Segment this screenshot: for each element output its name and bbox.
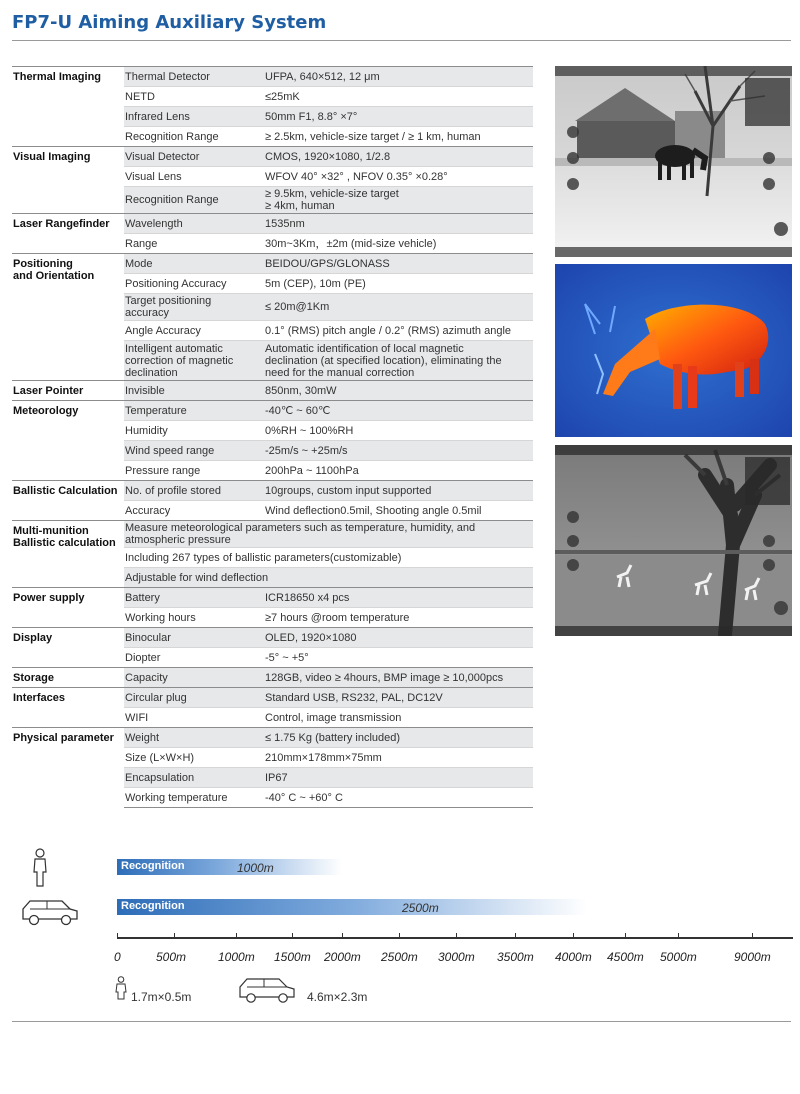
spec-category: Laser Pointer [12,381,124,401]
spec-parameter: Infrared Lens [124,107,265,127]
spec-parameter: NETD [124,87,265,107]
spec-row [12,521,533,548]
spec-value: BEIDOU/GPS/GLONASS [265,254,533,274]
spec-parameter: WIFI [124,708,265,728]
spec-value: 850nm, 30mW [265,381,533,401]
vehicle-size: 4.6m×2.3m [307,990,368,1004]
axis-tick-label: 4500m [607,950,644,964]
vehicle-bar-label: Recognition [121,900,185,912]
spec-parameter: Working hours [124,608,265,628]
spec-row [12,688,533,708]
vehicle-size-icon [237,976,297,1004]
spec-category: Storage [12,668,124,688]
spec-parameter: Capacity [124,668,265,688]
human-size: 1.7m×0.5m [131,990,192,1004]
spec-category: Multi-munition Ballistic calculation [12,521,124,588]
spec-value: 0.1° (RMS) pitch angle / 0.2° (RMS) azimuth angle [265,321,533,341]
spec-category: Laser Rangefinder [12,214,124,254]
human-size-icon [114,976,128,1000]
spec-category: Thermal Imaging [12,67,124,147]
axis-tick-label: 0 [114,950,121,964]
axis-tick [117,933,118,939]
axis-tick [399,933,400,939]
spec-value: Wind deflection0.5mil, Shooting angle 0.5mil [265,501,533,521]
spec-category: Display [12,628,124,668]
spec-value: ≥7 hours @room temperature [265,608,533,628]
spec-row [12,67,533,87]
spec-category: Meteorology [12,401,124,481]
axis-tick [573,933,574,939]
spec-value: 5m (CEP), 10m (PE) [265,274,533,294]
axis-tick [678,933,679,939]
recognition-range-chart [0,840,800,1030]
spec-description: Including 267 types of ballistic parameters(customizable) [124,548,533,568]
spec-value: 0%RH ~ 100%RH [265,421,533,441]
axis-tick [292,933,293,939]
axis-tick-label: 9000m [734,950,771,964]
spec-parameter: Pressure range [124,461,265,481]
spec-parameter: Mode [124,254,265,274]
thermal-image-deer [555,264,792,437]
spec-parameter: Weight [124,728,265,748]
spec-value: 30m~3Km，±2m (mid-size vehicle) [265,234,533,254]
thermal-image-tree [555,445,792,636]
spec-parameter: Recognition Range [124,127,265,147]
axis-tick-label: 5000m [660,950,697,964]
spec-value: -25m/s ~ +25m/s [265,441,533,461]
spec-category: Positioning and Orientation [12,254,124,381]
spec-value: 50mm F1, 8.8° ×7° [265,107,533,127]
spec-parameter: Invisible [124,381,265,401]
human-bar-value: 1000m [237,861,274,875]
axis-tick-label: 2500m [381,950,418,964]
spec-value: CMOS, 1920×1080, 1/2.8 [265,147,533,167]
human-bar-label: Recognition [121,860,185,872]
spec-value: 10groups, custom input supported [265,481,533,501]
spec-parameter: Battery [124,588,265,608]
spec-row [12,588,533,608]
axis-tick-label: 2000m [324,950,361,964]
spec-value: OLED, 1920×1080 [265,628,533,648]
spec-parameter: Temperature [124,401,265,421]
spec-table [12,66,533,808]
spec-parameter: Recognition Range [124,187,265,214]
spec-value: ≥ 9.5km, vehicle-size target ≥ 4km, human [265,187,533,214]
spec-parameter: Circular plug [124,688,265,708]
distance-axis [117,937,793,939]
page-title: FP7-U Aiming Auxiliary System [12,12,327,33]
vehicle-recognition-bar [117,899,587,915]
spec-value: Control, image transmission [265,708,533,728]
spec-value: Standard USB, RS232, PAL, DC12V [265,688,533,708]
spec-parameter: No. of profile stored [124,481,265,501]
spec-row [12,481,533,501]
spec-parameter: Angle Accuracy [124,321,265,341]
spec-value: UFPA, 640×512, 12 μm [265,67,533,87]
spec-parameter: Visual Detector [124,147,265,167]
spec-value: 1535nm [265,214,533,234]
vehicle-icon [20,897,80,927]
axis-tick [625,933,626,939]
spec-parameter: Target positioning accuracy [124,294,265,321]
spec-parameter: Intelligent automatic correction of magnetic declination [124,341,265,381]
spec-value: 200hPa ~ 1100hPa [265,461,533,481]
axis-tick [515,933,516,939]
spec-value: WFOV 40° ×32° , NFOV 0.35° ×0.28° [265,167,533,187]
spec-value: -5° ~ +5° [265,648,533,668]
axis-tick-label: 500m [156,950,187,964]
spec-category: Power supply [12,588,124,628]
spec-row [12,254,533,274]
axis-tick-label: 1000m [218,950,255,964]
spec-parameter: Diopter [124,648,265,668]
spec-parameter: Thermal Detector [124,67,265,87]
axis-tick [752,933,753,939]
spec-value: Automatic identification of local magnetic declination (at specified location), eliminating the need for the manual correction [265,341,533,381]
spec-row [12,728,533,748]
spec-parameter: Wavelength [124,214,265,234]
spec-value: ICR18650 x4 pcs [265,588,533,608]
axis-tick [236,933,237,939]
spec-description: Measure meteorological parameters such as temperature, humidity, and atmospheric pressure [124,521,533,548]
visual-image-horse [555,66,792,257]
spec-category: Ballistic Calculation [12,481,124,521]
spec-description: Adjustable for wind deflection [124,568,533,588]
spec-row [12,668,533,688]
spec-row [12,147,533,167]
spec-parameter: Positioning Accuracy [124,274,265,294]
bottom-divider [12,1021,791,1022]
spec-parameter: Wind speed range [124,441,265,461]
spec-category: Interfaces [12,688,124,728]
vehicle-bar-value: 2500m [402,901,439,915]
spec-parameter: Visual Lens [124,167,265,187]
axis-tick-label: 1500m [274,950,311,964]
spec-parameter: Range [124,234,265,254]
spec-value: ≥ 2.5km, vehicle-size target / ≥ 1 km, human [265,127,533,147]
spec-value: IP67 [265,768,533,788]
spec-row [12,401,533,421]
axis-tick-label: 3500m [497,950,534,964]
spec-parameter: Working temperature [124,788,265,808]
axis-tick [456,933,457,939]
spec-value: 210mm×178mm×75mm [265,748,533,768]
spec-parameter: Size (L×W×H) [124,748,265,768]
spec-value: ≤25mK [265,87,533,107]
spec-value: -40℃ ~ 60℃ [265,401,533,421]
spec-parameter: Encapsulation [124,768,265,788]
spec-value: ≤ 1.75 Kg (battery included) [265,728,533,748]
title-divider [12,40,791,41]
axis-tick [342,933,343,939]
spec-row [12,381,533,401]
axis-tick [174,933,175,939]
spec-parameter: Accuracy [124,501,265,521]
spec-category: Visual Imaging [12,147,124,214]
spec-value: -40° C ~ +60° C [265,788,533,808]
spec-parameter: Binocular [124,628,265,648]
spec-value: 128GB, video ≥ 4hours, BMP image ≥ 10,000pcs [265,668,533,688]
axis-tick-label: 3000m [438,950,475,964]
spec-value: ≤ 20m@1Km [265,294,533,321]
spec-row [12,214,533,234]
spec-row [12,628,533,648]
human-recognition-bar [117,859,342,875]
spec-category: Physical parameter [12,728,124,808]
human-icon [31,848,49,888]
spec-parameter: Humidity [124,421,265,441]
axis-tick-label: 4000m [555,950,592,964]
